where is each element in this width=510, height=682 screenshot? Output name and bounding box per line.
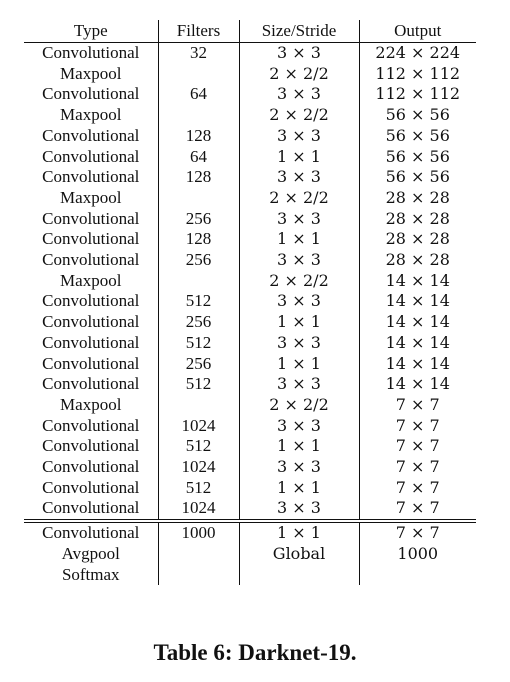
cell-size-stride: 3 × 3 bbox=[239, 167, 359, 188]
cell-filters: 128 bbox=[158, 126, 239, 147]
cell-output: 7 × 7 bbox=[359, 416, 476, 437]
cell-type: Convolutional bbox=[42, 84, 140, 104]
cell-output: 56 × 56 bbox=[359, 147, 476, 168]
table-row bbox=[24, 209, 476, 230]
cell-output: 7 × 7 bbox=[359, 521, 476, 544]
cell-filters: 256 bbox=[158, 312, 239, 333]
cell-output: 14 × 14 bbox=[359, 312, 476, 333]
table-row bbox=[24, 436, 476, 457]
cell-size-stride: 1 × 1 bbox=[239, 478, 359, 499]
cell-type: Convolutional bbox=[42, 208, 140, 228]
cell-output: 56 × 56 bbox=[359, 105, 476, 126]
cell-filters: 1024 bbox=[158, 416, 239, 437]
cell-type: Convolutional bbox=[42, 146, 140, 166]
header-output: Output bbox=[359, 20, 476, 43]
cell-type: Avgpool bbox=[61, 543, 120, 563]
cell-output: 28 × 28 bbox=[359, 209, 476, 230]
cell-filters: 512 bbox=[158, 291, 239, 312]
cell-type: Convolutional bbox=[42, 353, 140, 373]
cell-size-stride: 3 × 3 bbox=[239, 209, 359, 230]
cell-filters: 128 bbox=[158, 229, 239, 250]
cell-output: 7 × 7 bbox=[359, 395, 476, 416]
cell-filters: 512 bbox=[158, 478, 239, 499]
cell-size-stride: 3 × 3 bbox=[239, 416, 359, 437]
cell-type: Convolutional bbox=[42, 436, 140, 456]
cell-type: Softmax bbox=[61, 564, 120, 584]
table-row bbox=[24, 544, 476, 565]
cell-size-stride: Global bbox=[239, 544, 359, 565]
cell-type: Convolutional bbox=[42, 43, 140, 62]
table-row bbox=[24, 188, 476, 209]
cell-type: Convolutional bbox=[42, 374, 140, 394]
cell-size-stride: 3 × 3 bbox=[239, 374, 359, 395]
cell-type: Convolutional bbox=[42, 291, 140, 311]
cell-type: Convolutional bbox=[42, 167, 140, 187]
cell-output: 112 × 112 bbox=[359, 84, 476, 105]
table-row bbox=[24, 565, 476, 586]
cell-filters: 64 bbox=[158, 84, 239, 105]
table-row bbox=[24, 147, 476, 168]
cell-type: Maxpool bbox=[60, 105, 122, 125]
table-caption: Table 6: Darknet-19. bbox=[153, 640, 357, 665]
darknet-table-container bbox=[24, 20, 476, 585]
table-row bbox=[24, 333, 476, 354]
cell-size-stride: 2 × 2/2 bbox=[239, 271, 359, 292]
cell-type: Maxpool bbox=[60, 187, 122, 207]
cell-output: 28 × 28 bbox=[359, 229, 476, 250]
cell-filters: 64 bbox=[158, 147, 239, 168]
table-row bbox=[24, 521, 476, 544]
table-row bbox=[24, 229, 476, 250]
cell-type: Maxpool bbox=[60, 394, 122, 414]
cell-filters bbox=[158, 271, 239, 292]
cell-type: Convolutional bbox=[42, 125, 140, 145]
cell-type: Convolutional bbox=[42, 498, 140, 518]
header-size-stride: Size/Stride bbox=[239, 20, 359, 43]
cell-filters: 256 bbox=[158, 354, 239, 375]
cell-output: 7 × 7 bbox=[359, 457, 476, 478]
cell-filters: 32 bbox=[158, 43, 239, 64]
cell-size-stride: 2 × 2/2 bbox=[239, 105, 359, 126]
cell-output: 7 × 7 bbox=[359, 478, 476, 499]
cell-size-stride: 3 × 3 bbox=[239, 84, 359, 105]
cell-size-stride: 1 × 1 bbox=[239, 436, 359, 457]
cell-size-stride bbox=[239, 565, 359, 586]
cell-type: Maxpool bbox=[60, 270, 122, 290]
table-row bbox=[24, 84, 476, 105]
cell-output: 14 × 14 bbox=[359, 354, 476, 375]
cell-type: Convolutional bbox=[42, 250, 140, 270]
cell-filters: 128 bbox=[158, 167, 239, 188]
cell-size-stride: 3 × 3 bbox=[239, 250, 359, 271]
cell-output: 224 × 224 bbox=[359, 43, 476, 64]
cell-filters: 512 bbox=[158, 333, 239, 354]
header-type: Type bbox=[24, 20, 158, 43]
cell-type: Convolutional bbox=[42, 332, 140, 352]
header-filters: Filters bbox=[158, 20, 239, 43]
cell-size-stride: 2 × 2/2 bbox=[239, 64, 359, 85]
table-row bbox=[24, 498, 476, 521]
cell-size-stride: 1 × 1 bbox=[239, 521, 359, 544]
cell-output: 14 × 14 bbox=[359, 291, 476, 312]
table-row bbox=[24, 271, 476, 292]
table-row bbox=[24, 64, 476, 85]
table-row bbox=[24, 457, 476, 478]
cell-filters bbox=[158, 544, 239, 565]
cell-size-stride: 3 × 3 bbox=[239, 457, 359, 478]
cell-filters: 256 bbox=[158, 250, 239, 271]
cell-type: Convolutional bbox=[42, 477, 140, 497]
cell-filters: 512 bbox=[158, 374, 239, 395]
table-row bbox=[24, 105, 476, 126]
header-row bbox=[24, 20, 476, 43]
cell-type: Convolutional bbox=[42, 312, 140, 332]
cell-filters: 1024 bbox=[158, 498, 239, 521]
darknet-19-table bbox=[24, 20, 476, 585]
cell-output: 14 × 14 bbox=[359, 374, 476, 395]
cell-size-stride: 1 × 1 bbox=[239, 354, 359, 375]
cell-output: 28 × 28 bbox=[359, 188, 476, 209]
cell-output: 56 × 56 bbox=[359, 126, 476, 147]
cell-type: Convolutional bbox=[42, 457, 140, 477]
cell-output: 28 × 28 bbox=[359, 250, 476, 271]
cell-size-stride: 3 × 3 bbox=[239, 43, 359, 64]
cell-filters bbox=[158, 188, 239, 209]
table-body bbox=[24, 43, 476, 586]
cell-output: 1000 bbox=[359, 544, 476, 565]
cell-type: Convolutional bbox=[42, 229, 140, 249]
table-row bbox=[24, 312, 476, 333]
cell-filters bbox=[158, 64, 239, 85]
cell-type: Maxpool bbox=[60, 63, 122, 83]
table-row bbox=[24, 395, 476, 416]
table-row bbox=[24, 291, 476, 312]
cell-filters: 256 bbox=[158, 209, 239, 230]
cell-filters bbox=[158, 395, 239, 416]
cell-type: Convolutional bbox=[24, 521, 158, 544]
cell-output: 14 × 14 bbox=[359, 271, 476, 292]
table-row bbox=[24, 354, 476, 375]
table-row bbox=[24, 250, 476, 271]
cell-size-stride: 3 × 3 bbox=[239, 498, 359, 521]
cell-size-stride: 2 × 2/2 bbox=[239, 188, 359, 209]
cell-output: 7 × 7 bbox=[359, 498, 476, 521]
cell-size-stride: 3 × 3 bbox=[239, 126, 359, 147]
table-row bbox=[24, 167, 476, 188]
cell-size-stride: 2 × 2/2 bbox=[239, 395, 359, 416]
table-row bbox=[24, 43, 476, 64]
cell-output: 14 × 14 bbox=[359, 333, 476, 354]
table-row bbox=[24, 416, 476, 437]
cell-output: 56 × 56 bbox=[359, 167, 476, 188]
cell-filters bbox=[158, 105, 239, 126]
table-row bbox=[24, 374, 476, 395]
cell-size-stride: 1 × 1 bbox=[239, 147, 359, 168]
cell-size-stride: 1 × 1 bbox=[239, 312, 359, 333]
table-row bbox=[24, 478, 476, 499]
cell-output: 112 × 112 bbox=[359, 64, 476, 85]
cell-filters: 1000 bbox=[158, 521, 239, 544]
cell-filters: 1024 bbox=[158, 457, 239, 478]
cell-filters: 512 bbox=[158, 436, 239, 457]
table-row bbox=[24, 126, 476, 147]
cell-size-stride: 1 × 1 bbox=[239, 229, 359, 250]
cell-output: 7 × 7 bbox=[359, 436, 476, 457]
cell-size-stride: 3 × 3 bbox=[239, 291, 359, 312]
cell-size-stride: 3 × 3 bbox=[239, 333, 359, 354]
cell-output bbox=[359, 565, 476, 586]
cell-type: Convolutional bbox=[42, 415, 140, 435]
cell-filters bbox=[158, 565, 239, 586]
